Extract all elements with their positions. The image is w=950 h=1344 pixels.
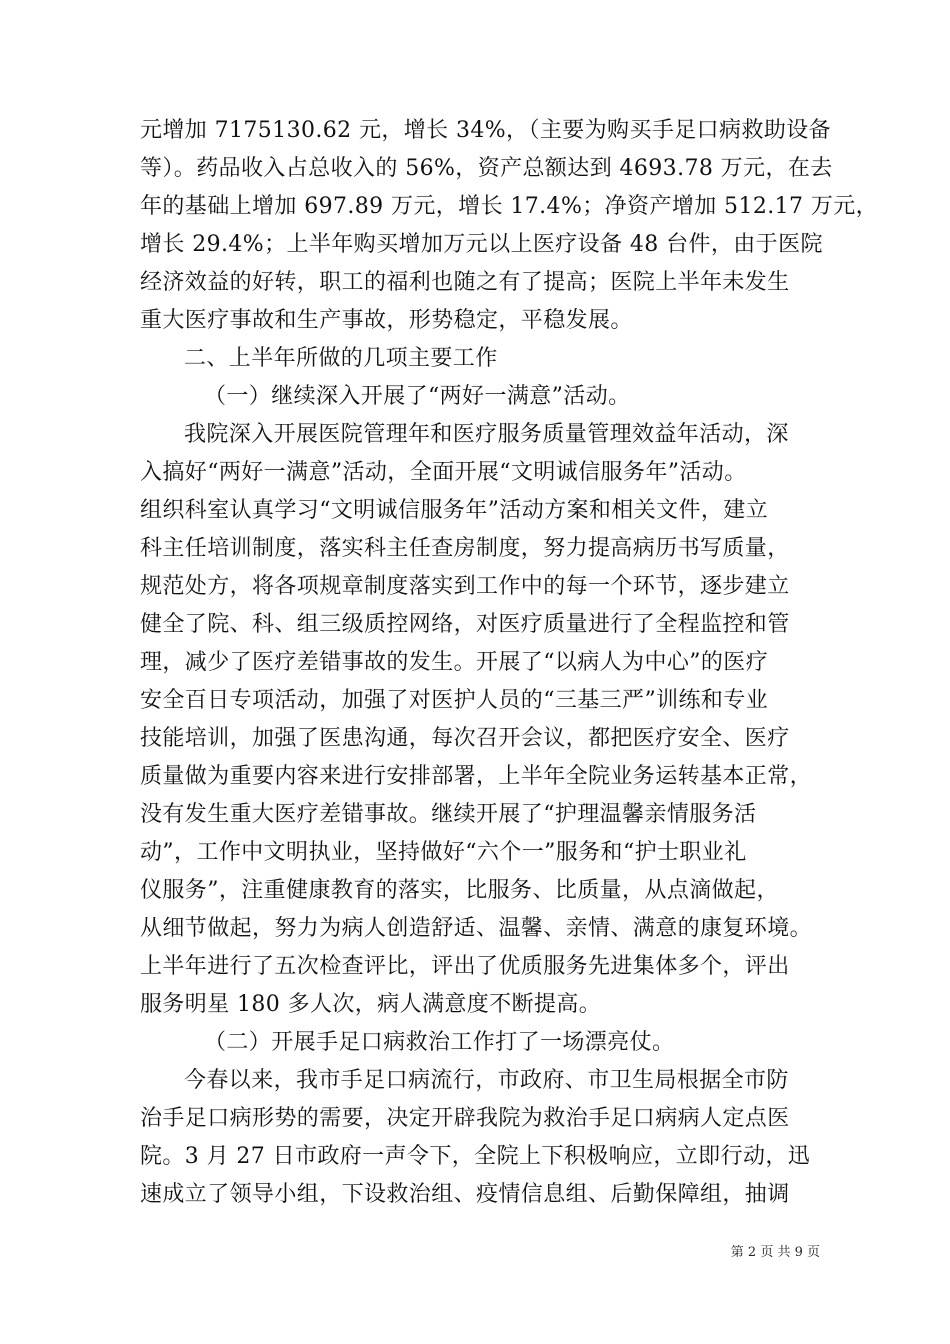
text-line: 等）。药品收入占总收入的 56%，资产总额达到 4693.78 万元，在去 <box>140 156 833 181</box>
text-line: 我院深入开展医院管理年和医疗服务质量管理效益年活动，深 <box>184 422 789 447</box>
text-line: 组织科室认真学习“文明诚信服务年”活动方案和相关文件，建立 <box>140 498 769 523</box>
text-line: 安全百日专项活动，加强了对医护人员的“三基三严”训练和专业 <box>140 688 769 713</box>
text-line: 今春以来，我市手足口病流行，市政府、市卫生局根据全市防 <box>184 1068 789 1093</box>
section-heading: 二、上半年所做的几项主要工作 <box>184 346 498 371</box>
text-line: 仪服务”，注重健康教育的落实，比服务、比质量，从点滴做起， <box>140 878 779 903</box>
text-line: 科主任培训制度，落实科主任查房制度，努力提高病历书写质量， <box>140 536 790 561</box>
text-line: 技能培训，加强了医患沟通，每次召开会议，都把医疗安全、医疗 <box>140 726 790 751</box>
text-line: 重大医疗事故和生产事故，形势稳定，平稳发展。 <box>140 308 633 333</box>
text-line: 没有发生重大医疗差错事故。继续开展了“护理温馨亲情服务活 <box>140 802 757 827</box>
page-number: 第 2 页 共 9 页 <box>730 1245 820 1260</box>
text-line: 元增加 7175130.62 元，增长 34%，（主要为购买手足口病救助设备 <box>140 118 832 143</box>
text-line: 速成立了领导小组，下设救治组、疫情信息组、后勤保障组，抽调 <box>140 1182 790 1207</box>
text-line: 理，减少了医疗差错事故的发生。开展了“以病人为中心”的医疗 <box>140 650 769 675</box>
text-line: 质量做为重要内容来进行安排部署，上半年全院业务运转基本正常， <box>140 764 813 789</box>
subsection-heading: （一）继续深入开展了“两好一满意”活动。 <box>204 384 631 409</box>
text-line: 服务明星 180 多人次，病人满意度不断提高。 <box>140 992 602 1017</box>
text-line: 规范处方，将各项规章制度落实到工作中的每一个环节，逐步建立 <box>140 574 790 599</box>
subsection-heading: （二）开展手足口病救治工作打了一场漂亮仗。 <box>204 1030 675 1055</box>
document-body <box>140 112 879 1214</box>
text-line: 健全了院、科、组三级质控网络，对医疗质量进行了全程监控和管 <box>140 612 790 637</box>
text-line: 年的基础上增加 697.89 万元，增长 17.4%；净资产增加 512.17 万元， <box>140 194 879 219</box>
text-line: 入搞好“两好一满意”活动，全面开展“文明诚信服务年”活动。 <box>140 460 747 485</box>
text-line: 上半年进行了五次检查评比，评出了优质服务先进集体多个，评出 <box>140 954 790 979</box>
text-line: 经济效益的好转，职工的福利也随之有了提高；医院上半年未发生 <box>140 270 790 295</box>
text-line: 治手足口病形势的需要，决定开辟我院为救治手足口病病人定点医 <box>140 1106 790 1131</box>
text-line: 增长 29.4%；上半年购买增加万元以上医疗设备 48 台件，由于医院 <box>140 232 823 257</box>
text-line: 从细节做起，努力为病人创造舒适、温馨、亲情、满意的康复环境。 <box>140 916 813 941</box>
text-line: 院。3 月 27 日市政府一声令下，全院上下积极响应，立即行动，迅 <box>140 1144 811 1169</box>
text-line: 动”，工作中文明执业，坚持做好“六个一”服务和“护士职业礼 <box>140 840 747 865</box>
